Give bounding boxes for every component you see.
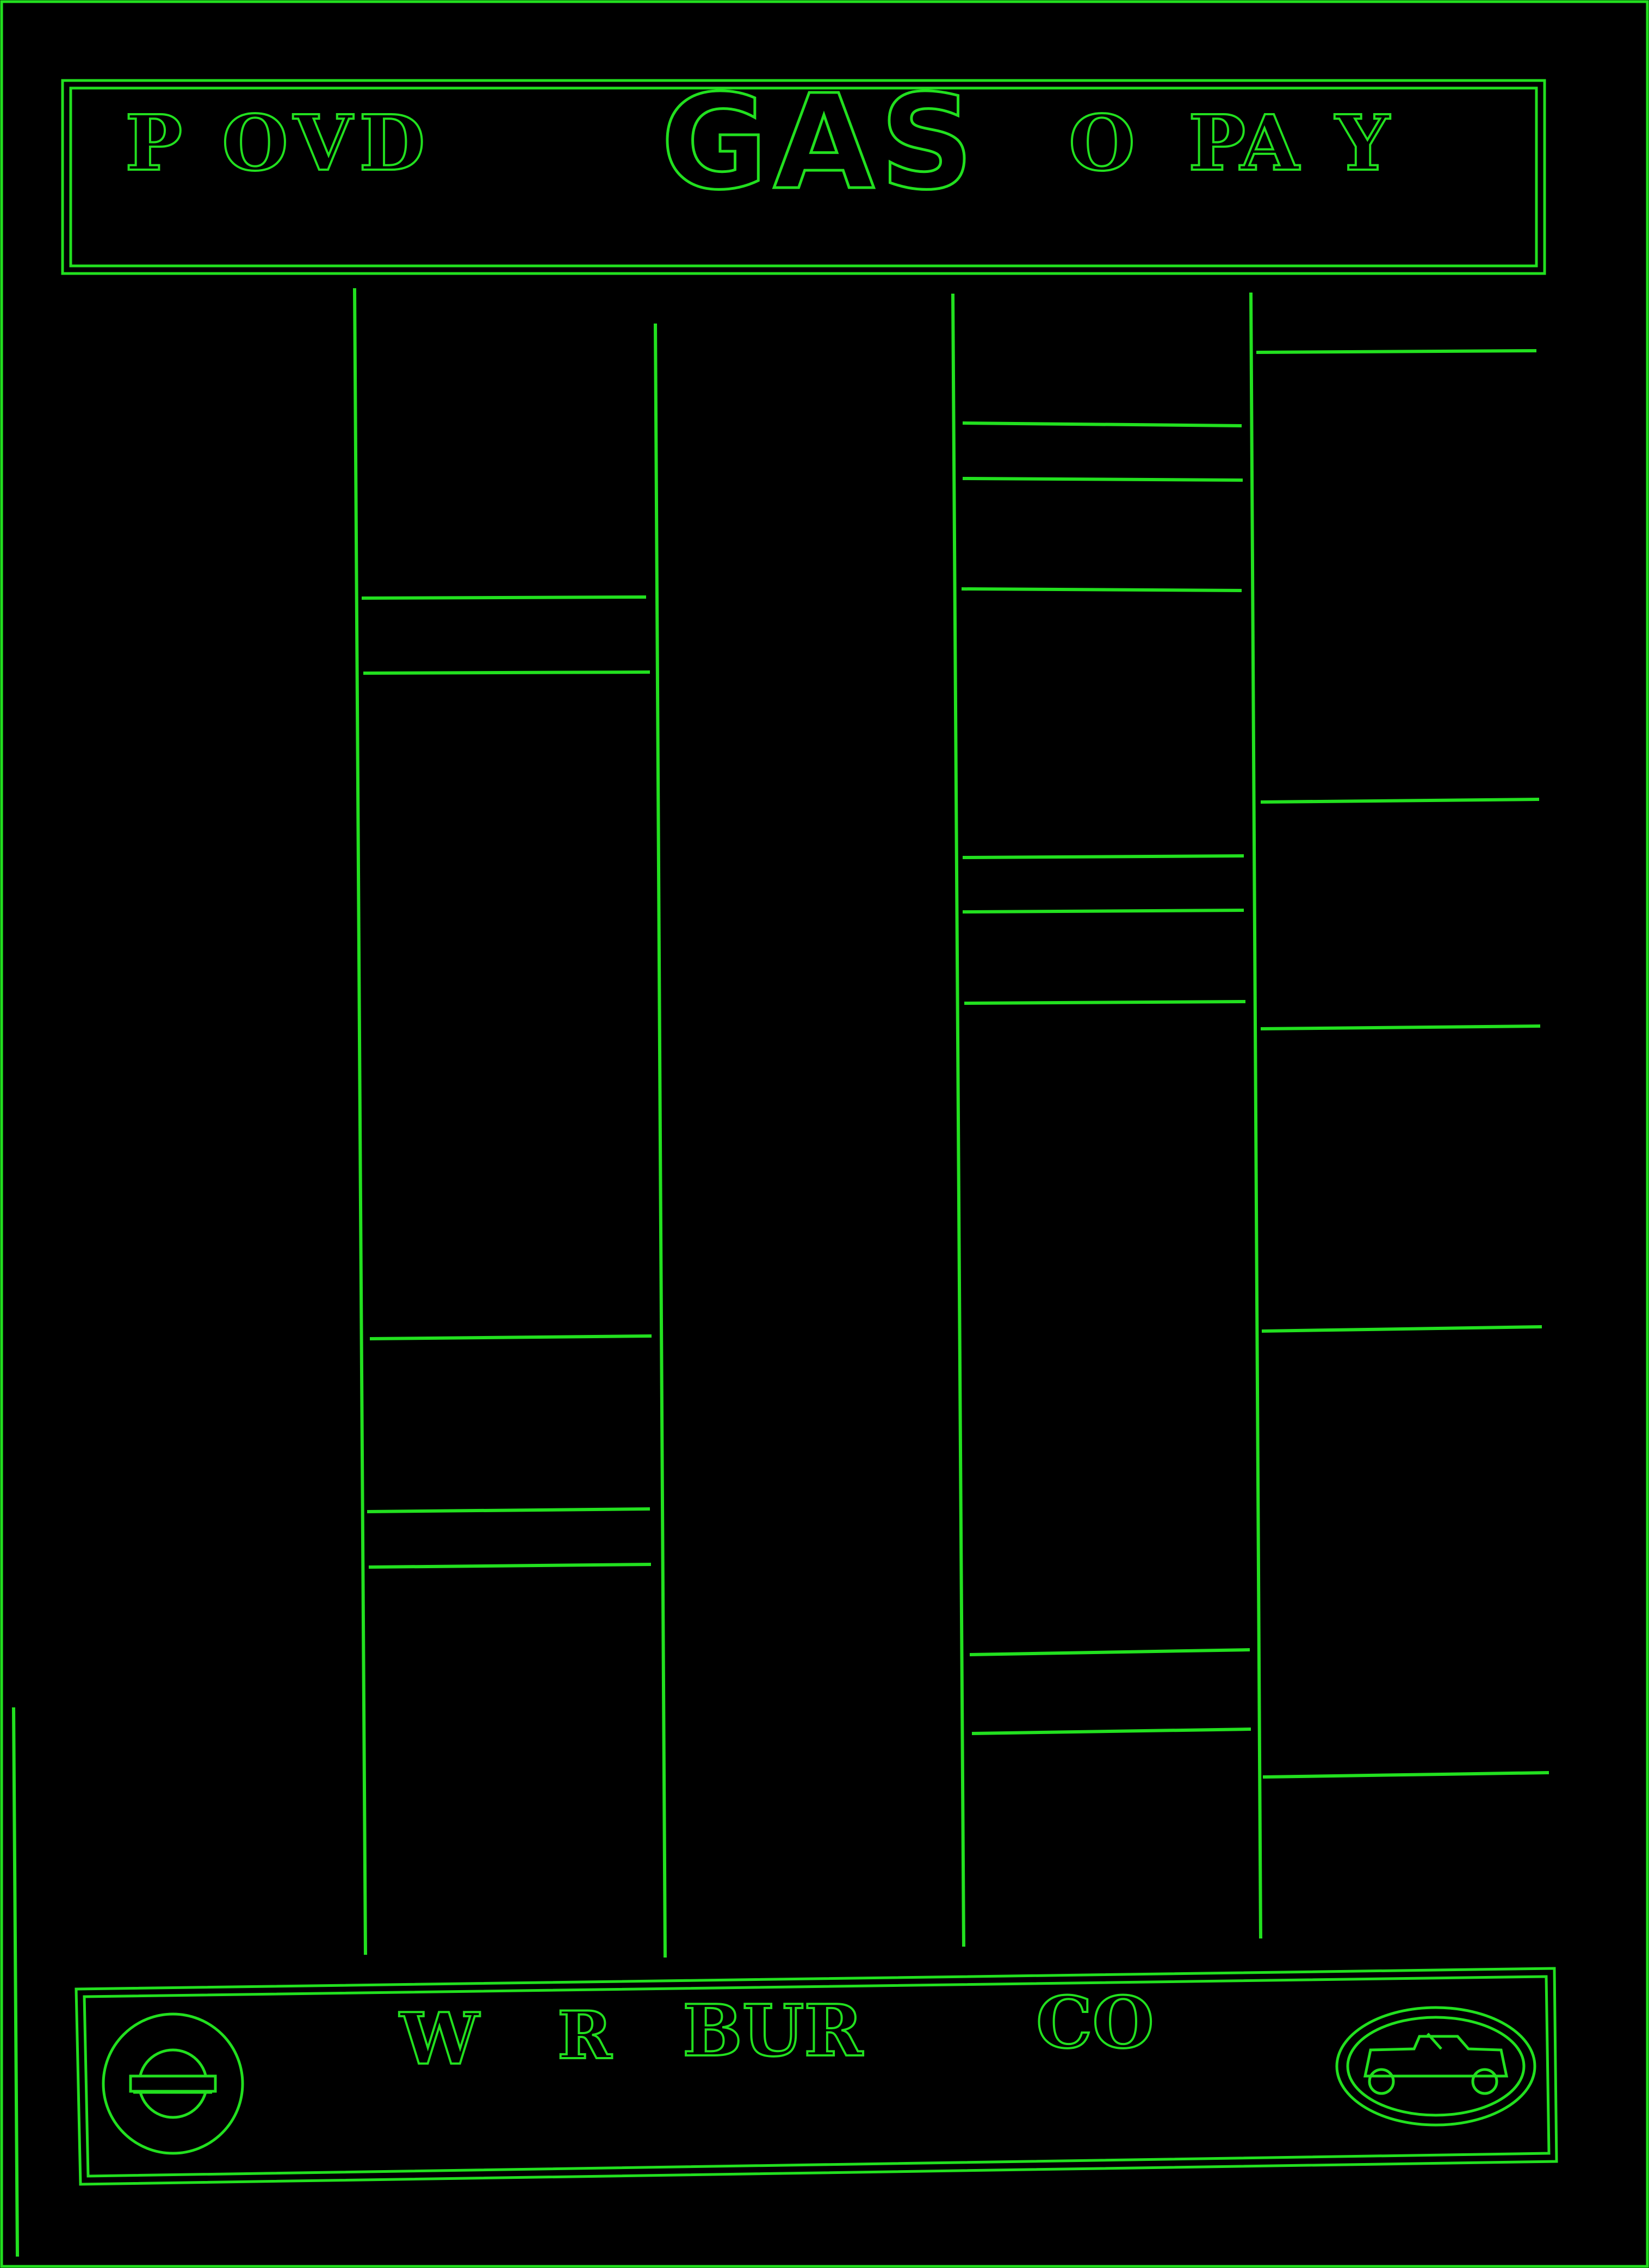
column-3-rules bbox=[962, 423, 1251, 1733]
row-rule bbox=[367, 1509, 650, 1512]
row-rule bbox=[1263, 1773, 1549, 1777]
footer-text-bur: BUR bbox=[683, 1989, 863, 2072]
row-rule bbox=[963, 423, 1242, 426]
row-rule bbox=[970, 1650, 1250, 1655]
vertical-rule-4 bbox=[1251, 293, 1261, 1938]
header-right-y: Y bbox=[1335, 99, 1390, 188]
row-rule bbox=[963, 856, 1244, 858]
header-left-text: P OVD bbox=[125, 99, 432, 188]
row-rule bbox=[1256, 351, 1536, 352]
row-rule bbox=[962, 589, 1242, 591]
row-rule bbox=[370, 1336, 652, 1339]
row-rule bbox=[1262, 1327, 1542, 1331]
column-1-rules bbox=[362, 597, 652, 1567]
vertical-rule-1 bbox=[355, 288, 365, 1955]
vertical-rule-2 bbox=[655, 324, 665, 1958]
footer-text-co: CO bbox=[1036, 1981, 1154, 2064]
row-rule bbox=[362, 597, 646, 598]
row-rule bbox=[963, 910, 1244, 912]
header-center-text: GAS bbox=[661, 66, 980, 219]
row-rule bbox=[963, 479, 1243, 480]
header-right-o: O bbox=[1069, 99, 1135, 188]
footer-text-w: W bbox=[400, 1997, 479, 2080]
header-box bbox=[63, 66, 1545, 274]
car-emblem-icon bbox=[1337, 2008, 1535, 2125]
row-rule bbox=[964, 1002, 1245, 1003]
row-rule bbox=[1261, 799, 1539, 802]
outer-frame bbox=[2, 2, 1647, 2266]
footer-text-r: R bbox=[557, 1997, 612, 2074]
column-rules bbox=[14, 288, 1261, 2257]
circle-emblem-icon bbox=[103, 2014, 243, 2153]
row-rule bbox=[972, 1729, 1251, 1733]
column-4-rules bbox=[1256, 351, 1549, 1777]
row-rule bbox=[369, 1564, 651, 1567]
row-rule bbox=[363, 672, 650, 673]
header-right-pa: PA bbox=[1188, 99, 1299, 188]
vertical-rule-3 bbox=[953, 294, 964, 1947]
row-rule bbox=[1261, 1026, 1540, 1029]
left-edge-rule bbox=[14, 1707, 17, 2257]
footer-box bbox=[76, 1968, 1557, 2184]
